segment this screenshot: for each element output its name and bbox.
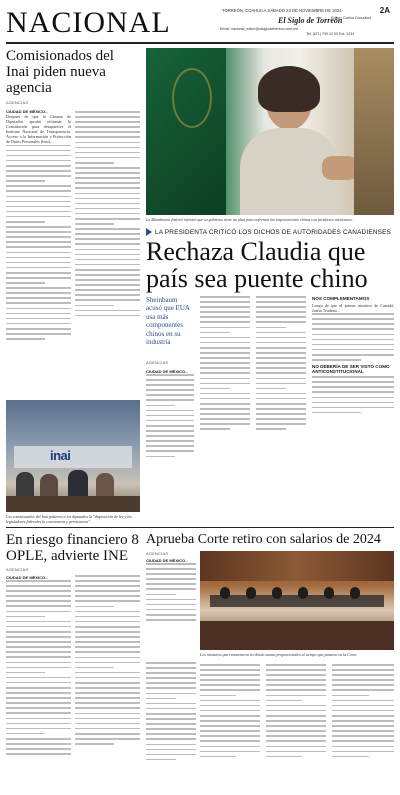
corte-col-1b [146, 662, 196, 764]
inai-photo-caption: Los comisionados del Inai pidieron a los diputados la "disposición de ley y los legisladores federales la convivencia y persistencia". [6, 514, 132, 524]
sidebar-title: NOS COMPLEMENTAMOS [312, 296, 370, 301]
claudia-col-4 [312, 296, 394, 417]
mid-rule [6, 527, 394, 528]
corte-lead: CIUDAD DE MÉXICO.- [146, 558, 188, 563]
inai-lead: CIUDAD DE MÉXICO.- [6, 109, 48, 114]
page-number: 2A [379, 6, 390, 15]
phone-line: Tel: (871) 759 12 00 Ext: 1234 [306, 32, 355, 36]
claudia-col-3 [256, 296, 306, 434]
inai-headline: Comisionados del Inai piden nueva agencia [6, 48, 114, 96]
dateline: TORREÓN, COAHUILA SÁBADO 23 DE NOVIEMBRE DE 2024 [222, 8, 342, 13]
corte-photo-caption: Los ministros que renunciaron recibirán sumas proporcionales al tiempo que pasaron en la Corte. [200, 652, 358, 657]
kicker-text: LA PRESIDENTA CRITICÓ LOS DICHOS DE AUTORIDADES CANADIENSES [155, 228, 391, 236]
paper-logo: El Siglo de Torreón [278, 16, 343, 25]
editor-label: Editor: Carlos González [331, 16, 372, 20]
inai-story [6, 48, 140, 458]
section-title: NACIONAL [6, 6, 171, 39]
inai-column-1 [6, 109, 71, 343]
masthead-rule [6, 42, 394, 44]
inai-photo: inai [6, 400, 140, 512]
masthead [6, 6, 394, 40]
sidebar-bold: NO DEBERÍA DE SER VISTO COMO ANTICONSTITUCIONAL [312, 364, 390, 375]
corte-col-3 [266, 664, 326, 761]
ople-story [6, 532, 140, 790]
claudia-lead: CIUDAD DE MÉXICO.- [146, 369, 188, 374]
corte-byline: AGENCIAS [146, 551, 169, 556]
inai-column-2 [75, 109, 140, 343]
sidebar-lead: Luego de que el primer ministro de Canadá, Justin Trudeau... [312, 303, 394, 314]
claudia-pullquote: Sheinbaum acusó que EUA usa más componentes chinos en su industria [146, 296, 190, 347]
claudia-kicker [146, 228, 394, 236]
claudia-photo-caption: La Mandataria federal informó que su gobierno tiene un plan para enfrentar las importaciones chinas con productos mexicanos. [146, 217, 353, 222]
corte-col-4 [332, 664, 394, 761]
corte-headline: Aprueba Corte retiro con salarios de 2024 [146, 532, 381, 547]
inai-body-intro: Después de que la Cámara de Diputados aprobó reformar la Constitución para desaparecer el Instituto Nacional de Transparencia, Acceso a la Información y Protección de Datos Personales (Inai)... [6, 114, 71, 145]
ople-lead: CIUDAD DE MÉXICO.- [6, 575, 48, 580]
corte-col-1 [146, 551, 196, 624]
claudia-col-1 [146, 360, 194, 461]
kicker-triangle-icon [146, 228, 152, 236]
claudia-byline: AGENCIAS [146, 360, 169, 365]
claudia-col-2 [200, 296, 250, 434]
ople-headline: En riesgo financiero 8 OPLE, advierte INE [6, 532, 139, 564]
email-line: Email: nacional_editor@elsiglodetorreon.com.mx [220, 27, 299, 31]
corte-col-2 [200, 664, 260, 761]
ople-byline: AGENCIAS [6, 567, 29, 572]
inai-byline: AGENCIAS [6, 100, 29, 105]
claudia-photo [146, 48, 394, 215]
claudia-headline: Rechaza Claudia que país sea puente chino [146, 237, 368, 293]
corte-photo [200, 551, 394, 650]
